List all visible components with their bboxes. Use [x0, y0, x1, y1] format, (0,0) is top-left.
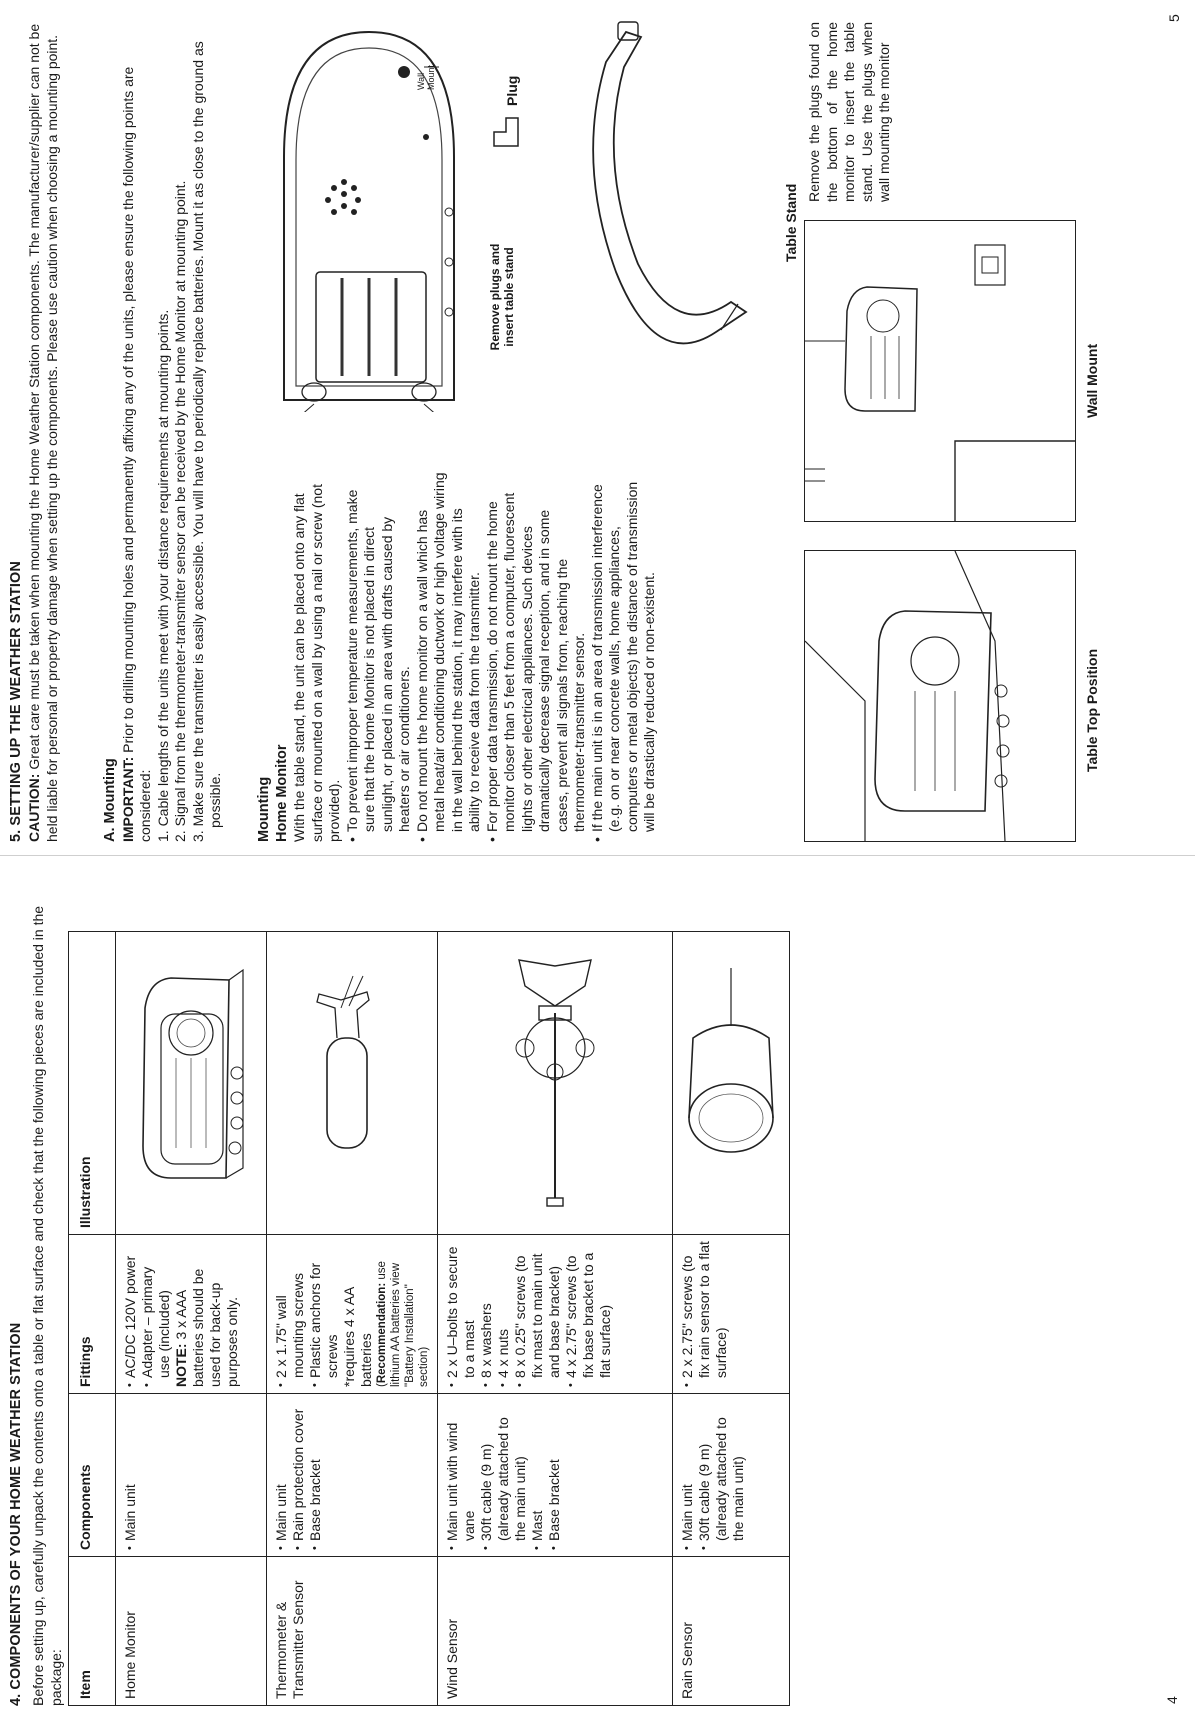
item-cell: Wind Sensor	[438, 1557, 673, 1706]
component-line: • Main unit with wind vane	[444, 1400, 478, 1550]
component-line: • Mast	[529, 1400, 546, 1550]
page-right	[6, 6, 1186, 842]
wall-mount-caption: Wall Mount	[1084, 343, 1100, 418]
point-line: 1. Cable lengths of the units meet with your distance requirements at mounting points.	[154, 309, 171, 842]
section-5-title: 5. SETTING UP THE WEATHER STATION	[8, 561, 24, 842]
page-fold-divider	[0, 855, 1195, 856]
fitting-line: • Adapter – primary use (included)	[139, 1241, 173, 1387]
header-components: Components	[69, 1394, 116, 1557]
transmitter-illustration	[273, 938, 431, 1228]
component-line: • 30ft cable (9 m) (already attached to the main unit)	[696, 1400, 747, 1550]
home-monitor-paragraph: With the table stand, the unit can be placed onto any flat surface or mounted on a wall by using a nail or screw (not provided).	[291, 484, 342, 842]
plug-label: Plug	[504, 75, 520, 106]
item-cell: Rain Sensor	[673, 1557, 790, 1706]
fitting-line: • 2 x 2.75" screws (to fix rain sensor to a flat surface)	[679, 1241, 730, 1387]
table-row	[116, 932, 267, 1706]
component-line: • Main unit	[273, 1400, 290, 1550]
fitting-line: • AC/DC 120V power	[122, 1241, 139, 1387]
caution-paragraph	[26, 12, 61, 842]
page-left	[6, 866, 1186, 1706]
table-header-row	[69, 932, 116, 1706]
note-label: NOTE:	[173, 1343, 189, 1387]
page-number-right: 5	[1166, 14, 1182, 22]
table-stand-figure	[546, 12, 786, 392]
remove-plugs-caption: Remove plugs and insert table stand	[488, 243, 516, 351]
home-monitor-bullet: • Do not mount the home monitor on a wall which has metal heat/air conditioning ductwork or high voltage wiring in the wall behind the station, it may interfere with its ability to receive data from the transmitter.	[414, 472, 484, 842]
header-fittings: Fittings	[69, 1235, 116, 1394]
recommendation-line: (Recommendation: use lithium AA batteries view "Battery Installation" section)	[376, 1261, 430, 1387]
recommendation-text: use lithium AA batteries view "Battery Installation" section)	[376, 1261, 430, 1387]
section-4-intro: Before setting up, carefully unpack the contents onto a table or flat surface and check that the following pieces are included in the package:	[30, 905, 64, 1706]
component-line: • Main unit	[122, 1400, 139, 1550]
note-text: 3 x AAA batteries should be used for back-up purposes only.	[173, 1268, 240, 1387]
point-line: 2. Signal from the thermometer-transmitter sensor can be received by the Home Monitor at mounting point.	[172, 180, 188, 842]
plug-figure	[484, 112, 524, 152]
component-line: • Base bracket	[307, 1400, 324, 1550]
note-line	[173, 1241, 241, 1387]
page-number-left: 4	[1164, 1696, 1180, 1704]
home-monitor-heading: Home Monitor	[273, 744, 290, 842]
fitting-line: • 4 x 2.75" screws (to fix base bracket to a flat surface)	[563, 1241, 614, 1387]
point-line: 3. Make sure the transmitter is easily accessible. You will have to periodically replace batteries. Mount it as close to the ground as possible.	[189, 41, 223, 842]
mounting-block-a	[102, 12, 225, 842]
caution-label: CAUTION:	[26, 773, 42, 842]
important-text: Prior to drilling mounting holes and permanently affixing any of the units, please ensure the following points are considered:	[119, 66, 153, 842]
fitting-line: • 8 x 0.25" screws (to fix mast to main unit and base bracket)	[512, 1241, 563, 1387]
wind-sensor-illustration	[444, 938, 666, 1228]
home-monitor-bullet: • If the main unit is in an area of transmission interference (e.g. on or near concrete walls, home appliances, computers or metal objects) the distance of transmission will be drastically reduced or non-existent.	[589, 472, 659, 842]
table-top-position-caption: Table Top Position	[1084, 648, 1100, 772]
monitor-back-figure	[264, 12, 474, 412]
fitting-line: • 2 x 1.75" wall mounting screws	[273, 1241, 307, 1387]
home-monitor-bullet: • For proper data transmission, do not mount the home monitor closer than 5 feet from a computer, fluorescent lights or other electrical appliances. Such devices dramatically decrease signal reception, and in some cases, prevent all signals from, reaching the thermometer-transmitter sensor.	[484, 472, 589, 842]
table-row	[673, 932, 790, 1706]
requires-line: *requires 4 x AA batteries	[341, 1287, 374, 1387]
table-top-position-figure	[804, 550, 1076, 842]
item-cell: Thermometer & Transmitter Sensor	[267, 1557, 438, 1706]
important-paragraph	[120, 12, 155, 842]
wall-mount-figure	[804, 220, 1076, 522]
header-item: Item	[69, 1557, 116, 1706]
mounting-heading: Mounting	[256, 776, 272, 842]
rain-sensor-illustration	[679, 938, 783, 1228]
home-monitor-block	[256, 472, 659, 842]
home-monitor-bullet: • To prevent improper temperature measurements, make sure that the Home Monitor is not placed in direct sunlight, or placed in an area with drafts caused by heaters or air conditioners.	[344, 472, 414, 842]
components-table	[68, 931, 790, 1706]
a-mounting-heading: A. Mounting	[102, 758, 118, 842]
fitting-line: • 8 x washers	[478, 1241, 495, 1387]
table-row	[267, 932, 438, 1706]
fitting-line: • 2 x U–bolts to secure to a mast	[444, 1241, 478, 1387]
table-stand-caption: Table Stand	[783, 183, 799, 262]
item-cell: Home Monitor	[116, 1557, 267, 1706]
wall-mount-small-label: Wall Mount	[416, 64, 436, 90]
recommendation-label: Recommendation:	[376, 1282, 388, 1384]
fitting-line: • Plastic anchors for screws	[307, 1241, 341, 1387]
fitting-line: • 4 x nuts	[495, 1241, 512, 1387]
important-label: IMPORTANT:	[119, 756, 136, 842]
header-illustration: Illustration	[69, 932, 116, 1235]
component-line: • Base bracket	[546, 1400, 563, 1550]
component-line: • Main unit	[679, 1400, 696, 1550]
home-monitor-illustration	[122, 938, 260, 1228]
section-4-title: 4. COMPONENTS OF YOUR HOME WEATHER STATION	[8, 1322, 24, 1706]
plug-instructions: Remove the plugs found on the bottom of the home monitor to insert the table stand. Use the plugs when wall mounting the monitor	[806, 22, 892, 202]
caution-text: Great care must be taken when mounting the Home Weather Station components. The manufacturer/supplier can not be held liable for personal or property damage when setting up the components. Please use caution when choosing a mounting point.	[26, 23, 60, 842]
component-line: • 30ft cable (9 m) (already attached to the main unit)	[478, 1400, 529, 1550]
component-line: • Rain protection cover	[290, 1400, 307, 1550]
table-row	[438, 932, 673, 1706]
